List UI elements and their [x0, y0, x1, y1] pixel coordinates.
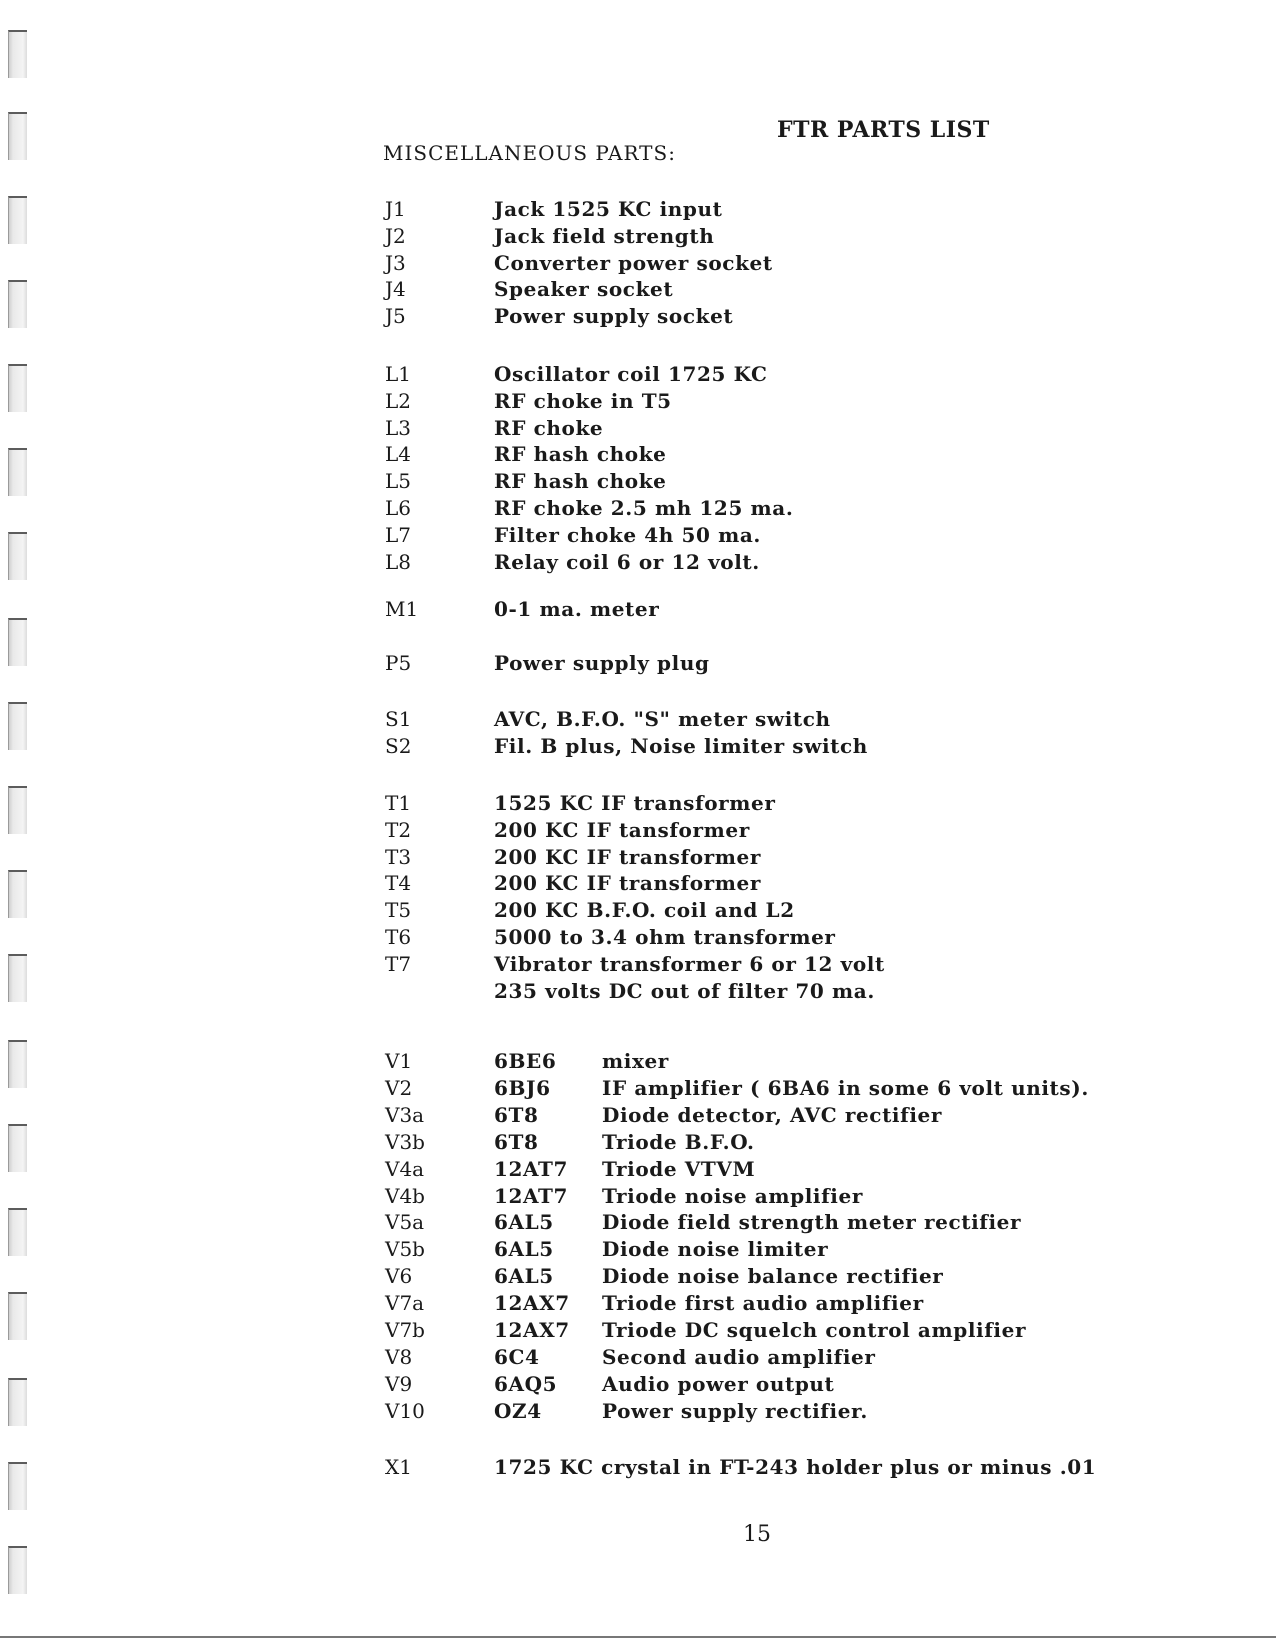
table-row	[0, 1102, 1276, 1128]
table-row	[0, 1344, 1276, 1370]
tube-function: Triode first audio amplifier	[602, 1291, 924, 1316]
tube-function: Diode noise limiter	[602, 1237, 829, 1262]
part-code: L6	[385, 496, 412, 520]
tube-type: 6BJ6	[494, 1075, 551, 1100]
part-description: RF choke in T5	[494, 388, 672, 413]
tube-type: 6C4	[494, 1344, 540, 1369]
part-code: J5	[385, 304, 406, 329]
part-description: Fil. B plus, Noise limiter switch	[494, 733, 868, 758]
part-description: RF choke 2.5 mh 125 ma.	[494, 496, 794, 520]
part-code: J4	[385, 277, 406, 302]
table-row	[0, 1048, 1276, 1074]
part-description: 5000 to 3.4 ohm transformer	[494, 925, 836, 949]
part-description: Oscillator coil 1725 KC	[494, 362, 768, 386]
part-description: Power supply plug	[494, 651, 710, 675]
list-item	[0, 650, 1276, 676]
tube-position: V2	[385, 1075, 413, 1100]
part-description: Jack field strength	[494, 223, 715, 248]
tube-function: Second audio amplifier	[602, 1344, 876, 1369]
part-code: L8	[385, 549, 412, 574]
table-row	[0, 1209, 1276, 1235]
table-row	[0, 1263, 1276, 1289]
part-description: Converter power socket	[494, 250, 773, 275]
part-description: RF hash choke	[494, 469, 667, 494]
tube-position: V7a	[385, 1291, 425, 1316]
tube-function: IF amplifier ( 6BA6 in some 6 volt units).	[602, 1075, 1089, 1100]
part-code: L5	[385, 469, 412, 494]
tube-position: V9	[385, 1371, 413, 1396]
tube-position: V5b	[385, 1237, 425, 1262]
tube-position: V10	[385, 1398, 425, 1423]
part-description: RF hash choke	[494, 442, 667, 467]
part-code: T7	[385, 951, 412, 976]
list-item	[0, 522, 1276, 548]
list-item	[0, 495, 1276, 521]
part-code: J3	[385, 250, 406, 275]
part-code: L1	[385, 362, 412, 386]
list-item	[0, 361, 1276, 387]
list-item	[0, 978, 1276, 1004]
tube-function: Power supply rectifier.	[602, 1398, 868, 1423]
part-description: 200 KC IF tansformer	[494, 817, 750, 842]
tube-function: Audio power output	[602, 1371, 835, 1396]
part-description: AVC, B.F.O. "S" meter switch	[494, 707, 831, 731]
part-description: Jack 1525 KC input	[494, 197, 723, 221]
list-item	[0, 196, 1276, 222]
part-description: Power supply socket	[494, 304, 734, 329]
tube-type: 6AL5	[494, 1210, 554, 1235]
table-row	[0, 1398, 1276, 1424]
binder-hole	[8, 1546, 27, 1594]
tube-position: V6	[385, 1264, 413, 1289]
list-item	[0, 897, 1276, 923]
part-code: J1	[385, 197, 406, 221]
tube-function: Diode field strength meter rectifier	[602, 1210, 1022, 1235]
part-description: Filter choke 4h 50 ma.	[494, 522, 761, 547]
binder-hole	[8, 112, 27, 160]
document-title: FTR PARTS LIST	[777, 117, 990, 143]
tube-type: 12AT7	[494, 1156, 569, 1181]
part-code: T3	[385, 844, 412, 869]
part-code: S2	[385, 733, 412, 758]
tube-position: V7b	[385, 1318, 425, 1342]
tube-type: 6T8	[494, 1102, 539, 1127]
part-code: T6	[385, 925, 412, 949]
list-item	[0, 468, 1276, 494]
section-heading: MISCELLANEOUS PARTS:	[383, 141, 676, 165]
list-item	[0, 388, 1276, 414]
part-code: T4	[385, 871, 412, 896]
list-item	[0, 415, 1276, 441]
part-code: T5	[385, 898, 412, 923]
part-code: T1	[385, 791, 412, 815]
part-code: L3	[385, 415, 412, 440]
part-description: 1725 KC crystal in FT-243 holder plus or minus .01	[494, 1455, 1097, 1479]
part-description: Vibrator transformer 6 or 12 volt	[494, 951, 885, 976]
list-item	[0, 441, 1276, 467]
list-item	[0, 276, 1276, 302]
table-row	[0, 1317, 1276, 1343]
list-item	[0, 223, 1276, 249]
part-description: Speaker socket	[494, 277, 674, 302]
part-description: 1525 KC IF transformer	[494, 791, 776, 815]
part-description: 200 KC IF transformer	[494, 871, 761, 896]
list-item	[0, 951, 1276, 977]
list-item	[0, 924, 1276, 950]
part-code: L2	[385, 388, 412, 413]
table-row	[0, 1075, 1276, 1101]
list-item	[0, 817, 1276, 843]
part-code: S1	[385, 707, 412, 731]
table-row	[0, 1183, 1276, 1209]
tube-function: Triode B.F.O.	[602, 1129, 755, 1154]
tube-type: 12AX7	[494, 1318, 570, 1342]
page-edge	[0, 1636, 1276, 1638]
part-code: M1	[385, 597, 419, 621]
tube-position: V1	[385, 1049, 413, 1073]
list-item	[0, 303, 1276, 329]
tube-function: Triode DC squelch control amplifier	[602, 1318, 1027, 1342]
tube-position: V4b	[385, 1183, 425, 1208]
table-row	[0, 1129, 1276, 1155]
list-item	[0, 844, 1276, 870]
table-row	[0, 1371, 1276, 1397]
tube-function: Triode VTVM	[602, 1156, 756, 1181]
part-code: T2	[385, 817, 412, 842]
list-item	[0, 596, 1276, 622]
part-description: 200 KC IF transformer	[494, 844, 761, 869]
part-description: Relay coil 6 or 12 volt.	[494, 549, 760, 574]
tube-type: 6BE6	[494, 1049, 557, 1073]
tube-type: 12AT7	[494, 1183, 569, 1208]
list-item	[0, 250, 1276, 276]
list-item	[0, 706, 1276, 732]
tube-function: Diode noise balance rectifier	[602, 1264, 944, 1289]
tube-type: 12AX7	[494, 1291, 570, 1316]
tube-function: mixer	[602, 1049, 669, 1073]
table-row	[0, 1290, 1276, 1316]
tube-function: Diode detector, AVC rectifier	[602, 1102, 942, 1127]
part-code: P5	[385, 651, 412, 675]
tube-type: 6AL5	[494, 1237, 554, 1262]
part-description: RF choke	[494, 415, 604, 440]
part-code: X1	[385, 1455, 412, 1479]
list-item	[0, 549, 1276, 575]
list-item	[0, 870, 1276, 896]
binder-hole	[8, 30, 27, 78]
tube-position: V3b	[385, 1129, 425, 1154]
tube-type: 6AQ5	[494, 1371, 558, 1396]
part-description: 0-1 ma. meter	[494, 597, 660, 621]
tube-function: Triode noise amplifier	[602, 1183, 863, 1208]
list-item	[0, 1454, 1276, 1480]
part-code: L4	[385, 442, 412, 467]
list-item	[0, 733, 1276, 759]
tube-type: OZ4	[494, 1398, 542, 1423]
tube-type: 6AL5	[494, 1264, 554, 1289]
tube-position: V5a	[385, 1210, 425, 1235]
table-row	[0, 1236, 1276, 1262]
tube-position: V8	[385, 1344, 413, 1369]
tube-position: V4a	[385, 1156, 425, 1181]
tube-position: V3a	[385, 1102, 425, 1127]
page-number: 15	[743, 1522, 771, 1547]
table-row	[0, 1156, 1276, 1182]
tube-type: 6T8	[494, 1129, 539, 1154]
part-code: J2	[385, 223, 406, 248]
part-description: 235 volts DC out of filter 70 ma.	[494, 978, 875, 1003]
part-code: L7	[385, 522, 412, 547]
list-item	[0, 790, 1276, 816]
part-description: 200 KC B.F.O. coil and L2	[494, 898, 795, 923]
